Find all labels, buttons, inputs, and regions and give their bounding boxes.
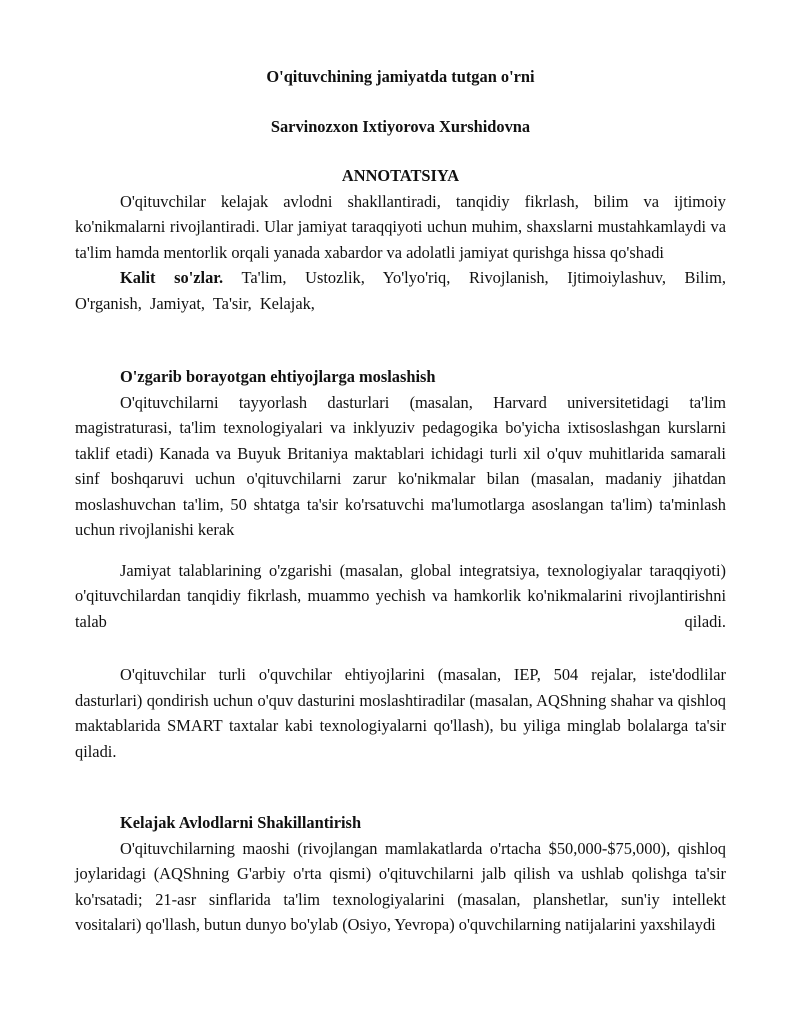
section1-paragraph-3: O'qituvchilar turli o'quvchilar ehtiyojlarini (masalan, IEP, 504 rejalar, iste'dodlilar dasturlari) qondirish uchun o'quv dasturini moslashtiradilar (masalan, AQShning shahar va qishloq maktablarida SMART taxtalar kabi texnologiyalarni qo'llash), bu yiliga minglab bolalarga ta'sir qiladi. xyxy=(75,665,726,761)
keywords-list: Ta'lim, Ustozlik, Yo'lyo'riq, Rivojlanish, Ijtimoiylashuv, Bilim, O'rganish, Jamiyat, Ta'sir, Kelajak, xyxy=(75,268,726,313)
section-heading-adapting: O'zgarib borayotgan ehtiyojlarga moslashish xyxy=(120,367,436,386)
section2-paragraph-1: O'qituvchilarning maoshi (rivojlangan mamlakatlarda o'rtacha $50,000-$75,000), qishloq joylaridagi (AQShning G'arbiy o'rta qismi) o'qituvchilarni jalb qilish va ushlab qolishga ta'sir ko'rsatadi; 21-asr sinflarida ta'lim texnologiyalarini (masalan, planshetlar, sun'iy intellekt vositalari) qo'llash, butun dunyo bo'ylab (Osiyo, Yevropa) o'quvchilarning natijalarini yaxshilaydi xyxy=(75,838,726,934)
author-name: Sarvinozxon Ixtiyorova Xurshidovna xyxy=(270,116,531,136)
keywords-paragraph xyxy=(75,265,726,316)
section1-paragraph-1: O'qituvchilarni tayyorlash dasturlari (masalan, Harvard universitetidagi ta'lim magistraturasi, ta'lim texnologiyalari va inklyuziv pedagogika bo'yicha ixtisoslashgan kurslarni taklif etadi) Kanada va Buyuk Britaniya maktablari ichidagi turli xil o'quv muhitlarida samarali sinf boshqaruvi uchun o'qituvchilarni zarur ko'nikmalar bilan (masalan, madaniy jihatdan moslashuvchan ta'lim, 50 shtatga ta'sir ko'rsatuvchi ma'lumotlarga asoslangan ta'lim) ta'minlash uchun rivojlanishi kerak xyxy=(75,392,726,539)
section1-paragraph-2: Jamiyat talablarining o'zgarishi (masalan, global integratsiya, texnologiyalar taraqqiyoti) o'qituvchilardan tanqidiy fikrlash, muammo yechish va hamkorlik ko'nikmalarini rivojlantirishni talab qiladi. xyxy=(75,560,726,631)
document-title: O'qituvchining jamiyatda tutgan o'rni xyxy=(266,67,535,86)
document-body xyxy=(75,64,726,938)
keywords-label: Kalit so'zlar. xyxy=(120,268,224,287)
annotation-paragraph: O'qituvchilar kelajak avlodni shakllantiradi, tanqidiy fikrlash, bilim va ijtimoiy ko'nikmalarni rivojlantiradi. Ular jamiyat taraqqiyoti uchun muhim, shaxslarni mustahkamlaydi va ta'lim hamda mentorlik orqali yanada xabardor va adolatli jamiyat qurishga hissa qo'shadi xyxy=(75,191,726,262)
annotation-heading: ANNOTATSIYA xyxy=(341,166,460,185)
section-heading-future: Kelajak Avlodlarni Shakillantirish xyxy=(120,813,362,832)
